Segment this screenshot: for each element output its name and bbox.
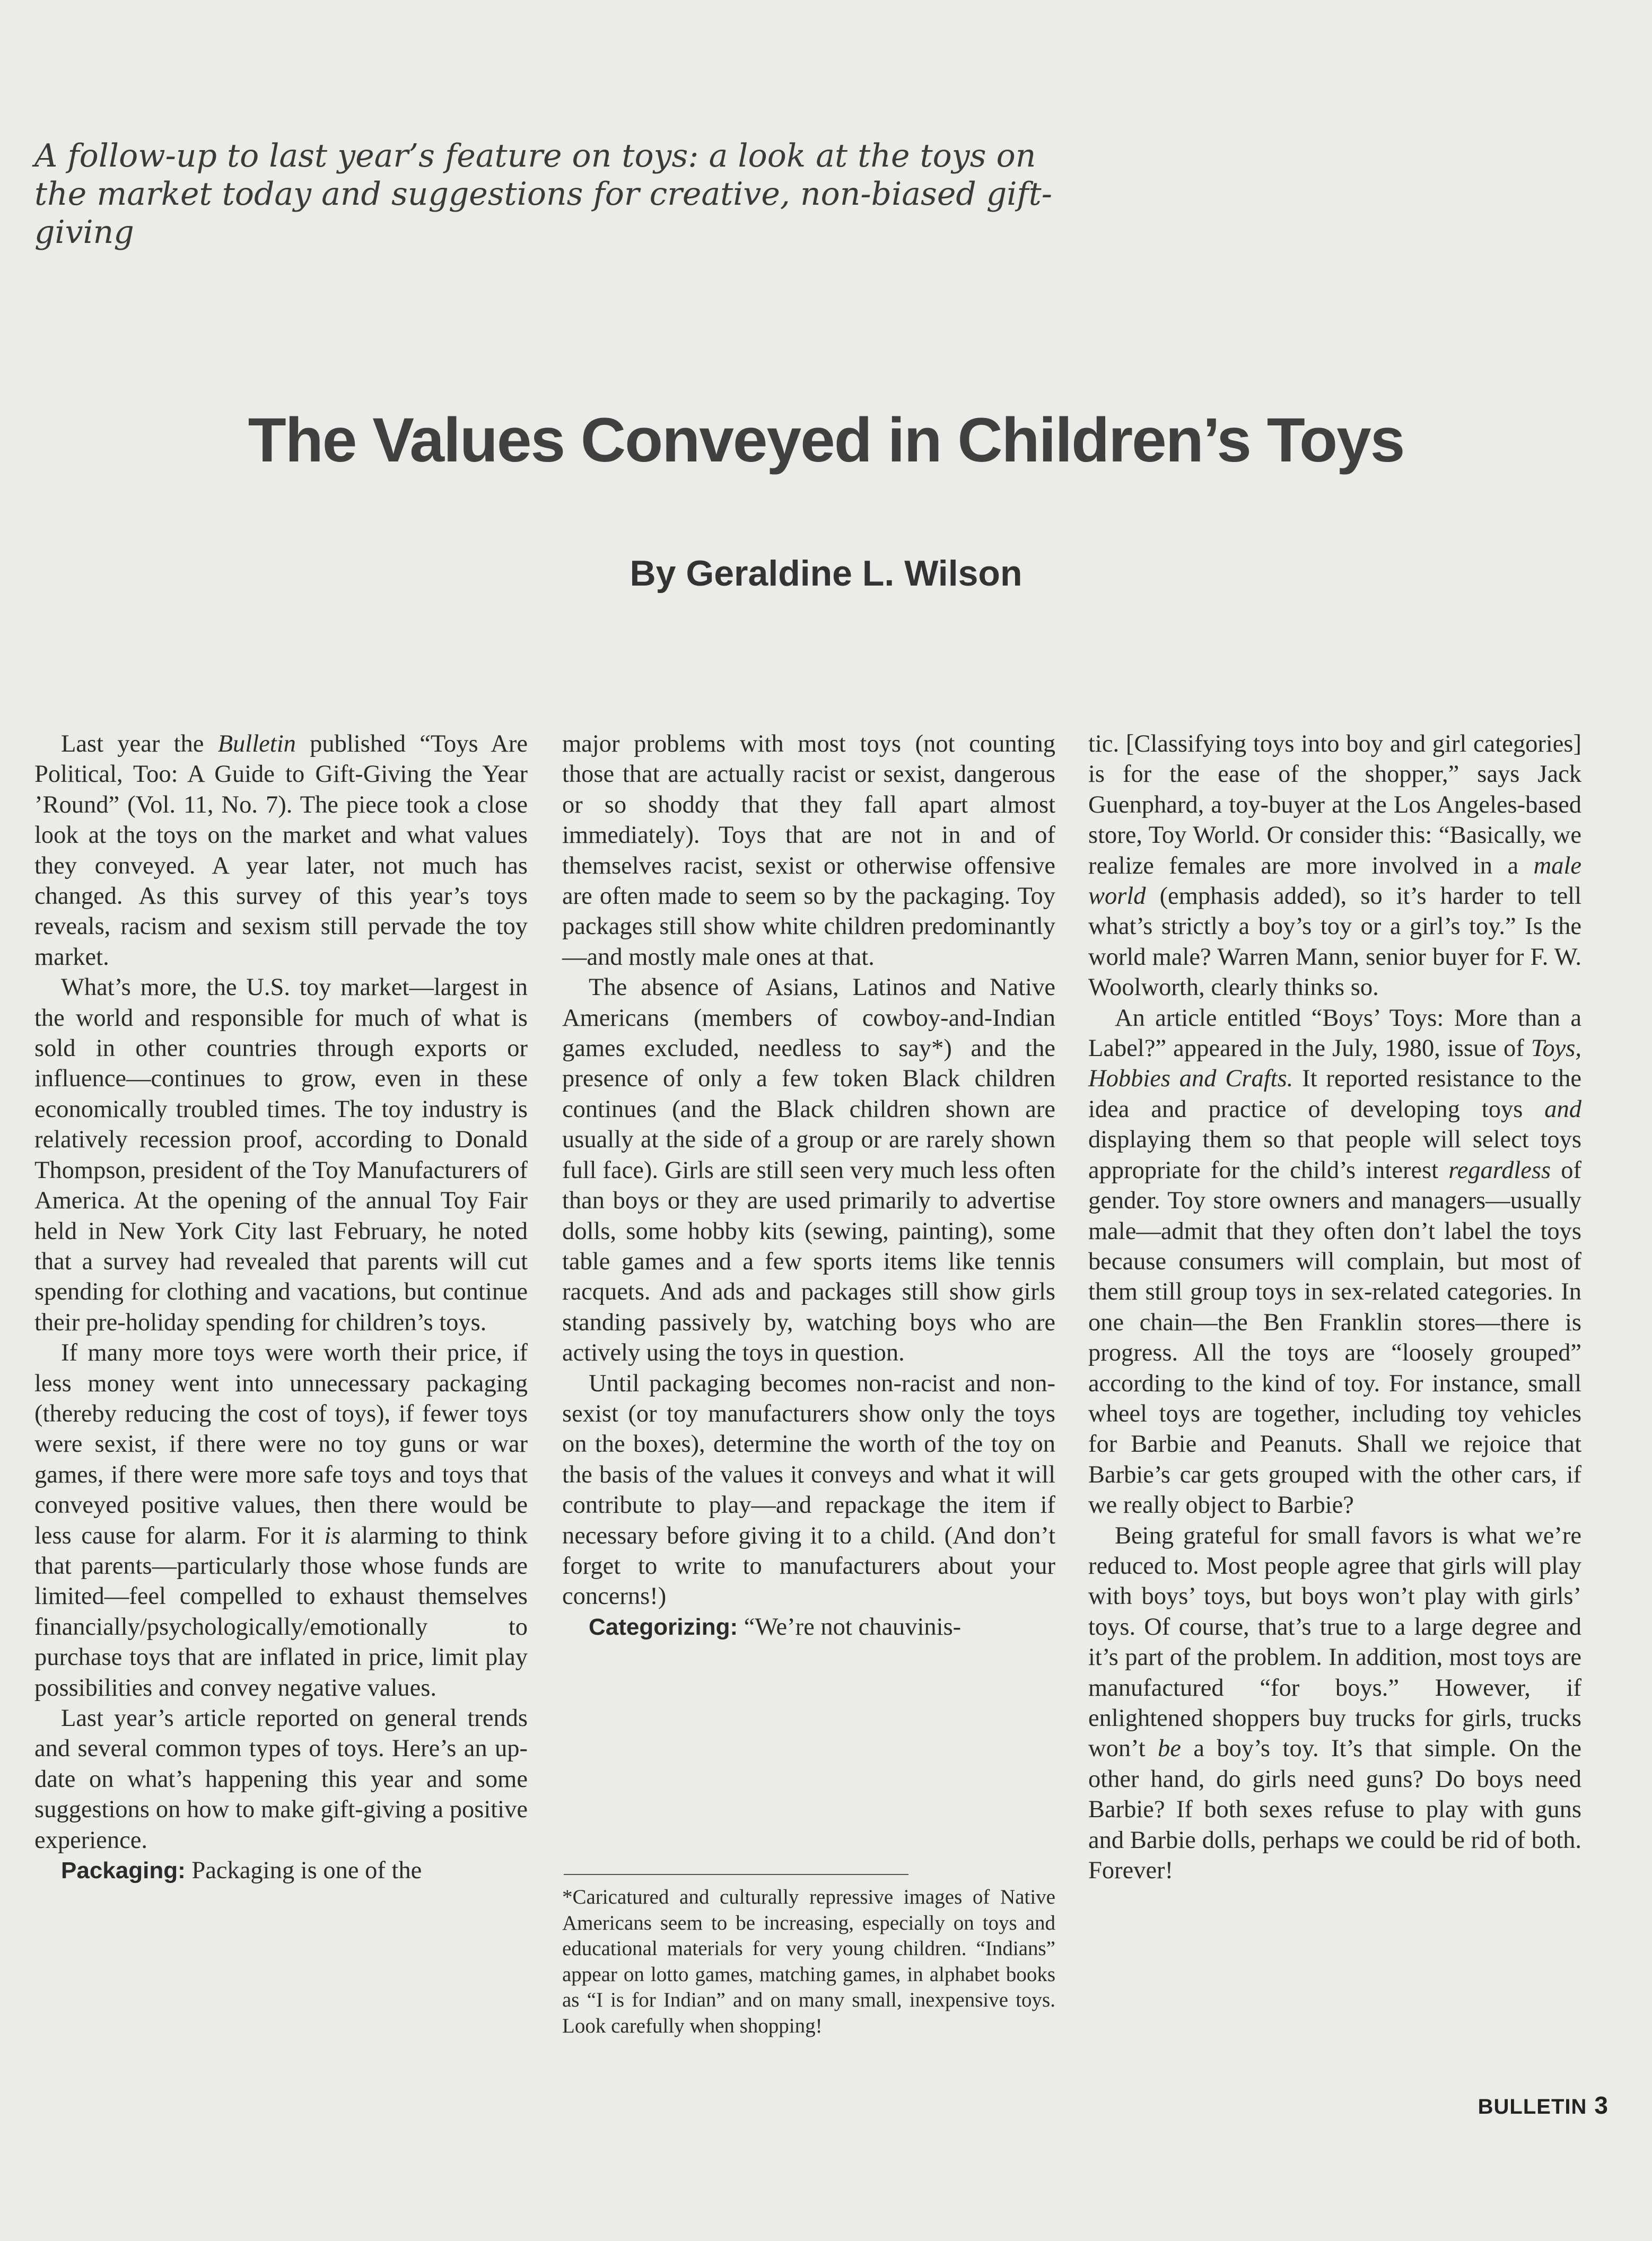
page-folio <box>1478 2091 1609 2120</box>
paragraph: Last year the Bulletin published “Toys Are Political, Too: A Guide to Gift-Giving the Year ’Round” (Vol. 11, No. 7). The piece took a close look at the toys on the market and what values they conveyed. A year later, not much has changed. As this survey of this year’s toys reveals, racism and sexism still pervade the toy market. <box>34 730 528 971</box>
column-3 <box>1088 729 1581 1886</box>
publication-name: BULLETIN <box>1478 2095 1587 2118</box>
paragraph: Being grateful for small favors is what we’re reduced to. Most people agree that girls will play with boys’ toys, but boys won’t play with girls’ toys. Of course, that’s true to a large degree and it’s part of the problem. In addition, most toys are manufactured “for boys.” However, if enlightened shoppers buy trucks for girls, trucks won’t be a boy’s toy. It’s that simple. On the other hand, do girls need guns? Do boys need Barbie? If both sexes refuse to play with guns and Barbie dolls, perhaps we could be rid of both. Forever! <box>1088 1522 1581 1885</box>
footnote-rule <box>564 1874 908 1875</box>
paragraph: major problems with most toys (not counting those that are actually racist or sexist, dangerous or so shoddy that they fall apart almost immediately). Toys that are not in and of themselves racist, sexist or otherwise offensive are often made to seem so by the packaging. Toy packages still show white children predominantly—and mostly male ones at that. <box>562 730 1055 971</box>
footnote: *Caricatured and culturally repressive images of Native Americans seem to be increasing, especially on toys and educational materials for very young children. “Indians” appear on lotto games, matching games, in alphabet books as “I is for Indian” and on many small, inexpensive toys. Look carefully when shopping! <box>562 1886 1055 2037</box>
paragraph: Last year’s article reported on general trends and several common types of toys. Here’s an up-date on what’s happening this year and some suggestions on how to make gift-giving a positive experience. <box>34 1705 528 1854</box>
page-number: 3 <box>1594 2091 1609 2119</box>
paragraph: If many more toys were worth their price, if less money went into unnecessary packaging (thereby reducing the cost of toys), if fewer toys were sexist, if there were no toy guns or war games, if there were more safe toys and toys that conveyed positive values, then there would be less cause for alarm. For it is alarming to think that parents—particularly those whose funds are limited—feel compelled to exhaust themselves financially/psychologically/emotionally to purchase toys that are inflated in price, limit play possibilities and convey negative values. <box>34 1339 528 1702</box>
article-deck: A follow-up to last year’s feature on toys: a look at the toys on the market today and suggestions for creative, non-biased gift-giving <box>34 137 1053 251</box>
paragraph: Until packaging becomes non-racist and non-sexist (or toy manufacturers show only the toys on the boxes), determine the worth of the toy on the basis of the values it conveys and what it will contribute to play—and repackage the item if necessary before giving it to a child. (And don’t forget to write to manufacturers about your concerns!) <box>562 1370 1055 1610</box>
section-head-packaging: Packaging: <box>61 1858 186 1884</box>
column-1 <box>34 729 528 1886</box>
article-byline: By Geraldine L. Wilson <box>630 553 1022 594</box>
section-head-categorizing: Categorizing: <box>589 1614 738 1640</box>
column-2 <box>562 729 1055 1642</box>
paragraph: Packaging: Packaging is one of the <box>61 1857 422 1885</box>
paragraph: The absence of Asians, Latinos and Native Americans (members of cowboy-and-Indian games excluded, needless to say*) and the presence of only a few token Black children continues (and the Black children shown are usually at the side of a group or are rarely shown full face). Girls are still seen very much less often than boys or they are used primarily to advertise dolls, some hobby kits (sewing, painting), some table games and a few sports items like tennis racquets. And ads and packages still show girls standing passively by, watching boys who are actively using the toys in question. <box>562 974 1055 1367</box>
paragraph: tic. [Classifying toys into boy and girl categories] is for the ease of the shopper,” says Jack Guenphard, a toy-buyer at the Los Angeles-based store, Toy World. Or consider this: “Basically, we realize females are more involved in a male world (emphasis added), so it’s harder to tell what’s strictly a boy’s toy or a girl’s toy.” Is the world male? Warren Mann, senior buyer for F. W. Woolworth, clearly thinks so. <box>1088 730 1581 1001</box>
article-title: The Values Conveyed in Children’s Toys <box>248 405 1404 475</box>
paragraph: An article entitled “Boys’ Toys: More than a Label?” appeared in the July, 1980, issue of Toys, Hobbies and Crafts. It reported resistance to the idea and practice of developing toys and displaying them so that people will select toys appropriate for the child’s interest regardless of gender. Toy store owners and managers—usually male—admit that they often don’t label the toys because consumers will complain, but most of them still group toys in sex-related categories. In one chain—the Ben Franklin stores—there is progress. All the toys are “loosely grouped” according to the kind of toy. For instance, small wheel toys are together, including toy vehicles for Barbie and Peanuts. Shall we rejoice that Barbie’s car gets grouped with the other cars, if we really object to Barbie? <box>1088 1004 1582 1519</box>
paragraph: Categorizing: “We’re not chauvinis- <box>589 1613 962 1641</box>
paragraph: What’s more, the U.S. toy market—largest in the world and responsible for much of what is sold in other countries through exports or influence—continues to grow, even in these economically troubled times. The toy industry is relatively recession proof, according to Donald Thompson, president of the Toy Manufacturers of America. At the opening of the annual Toy Fair held in New York City last February, he noted that a survey had revealed that parents will cut spending for clothing and vacations, but continue their pre-holiday spending for children’s toys. <box>34 974 528 1336</box>
